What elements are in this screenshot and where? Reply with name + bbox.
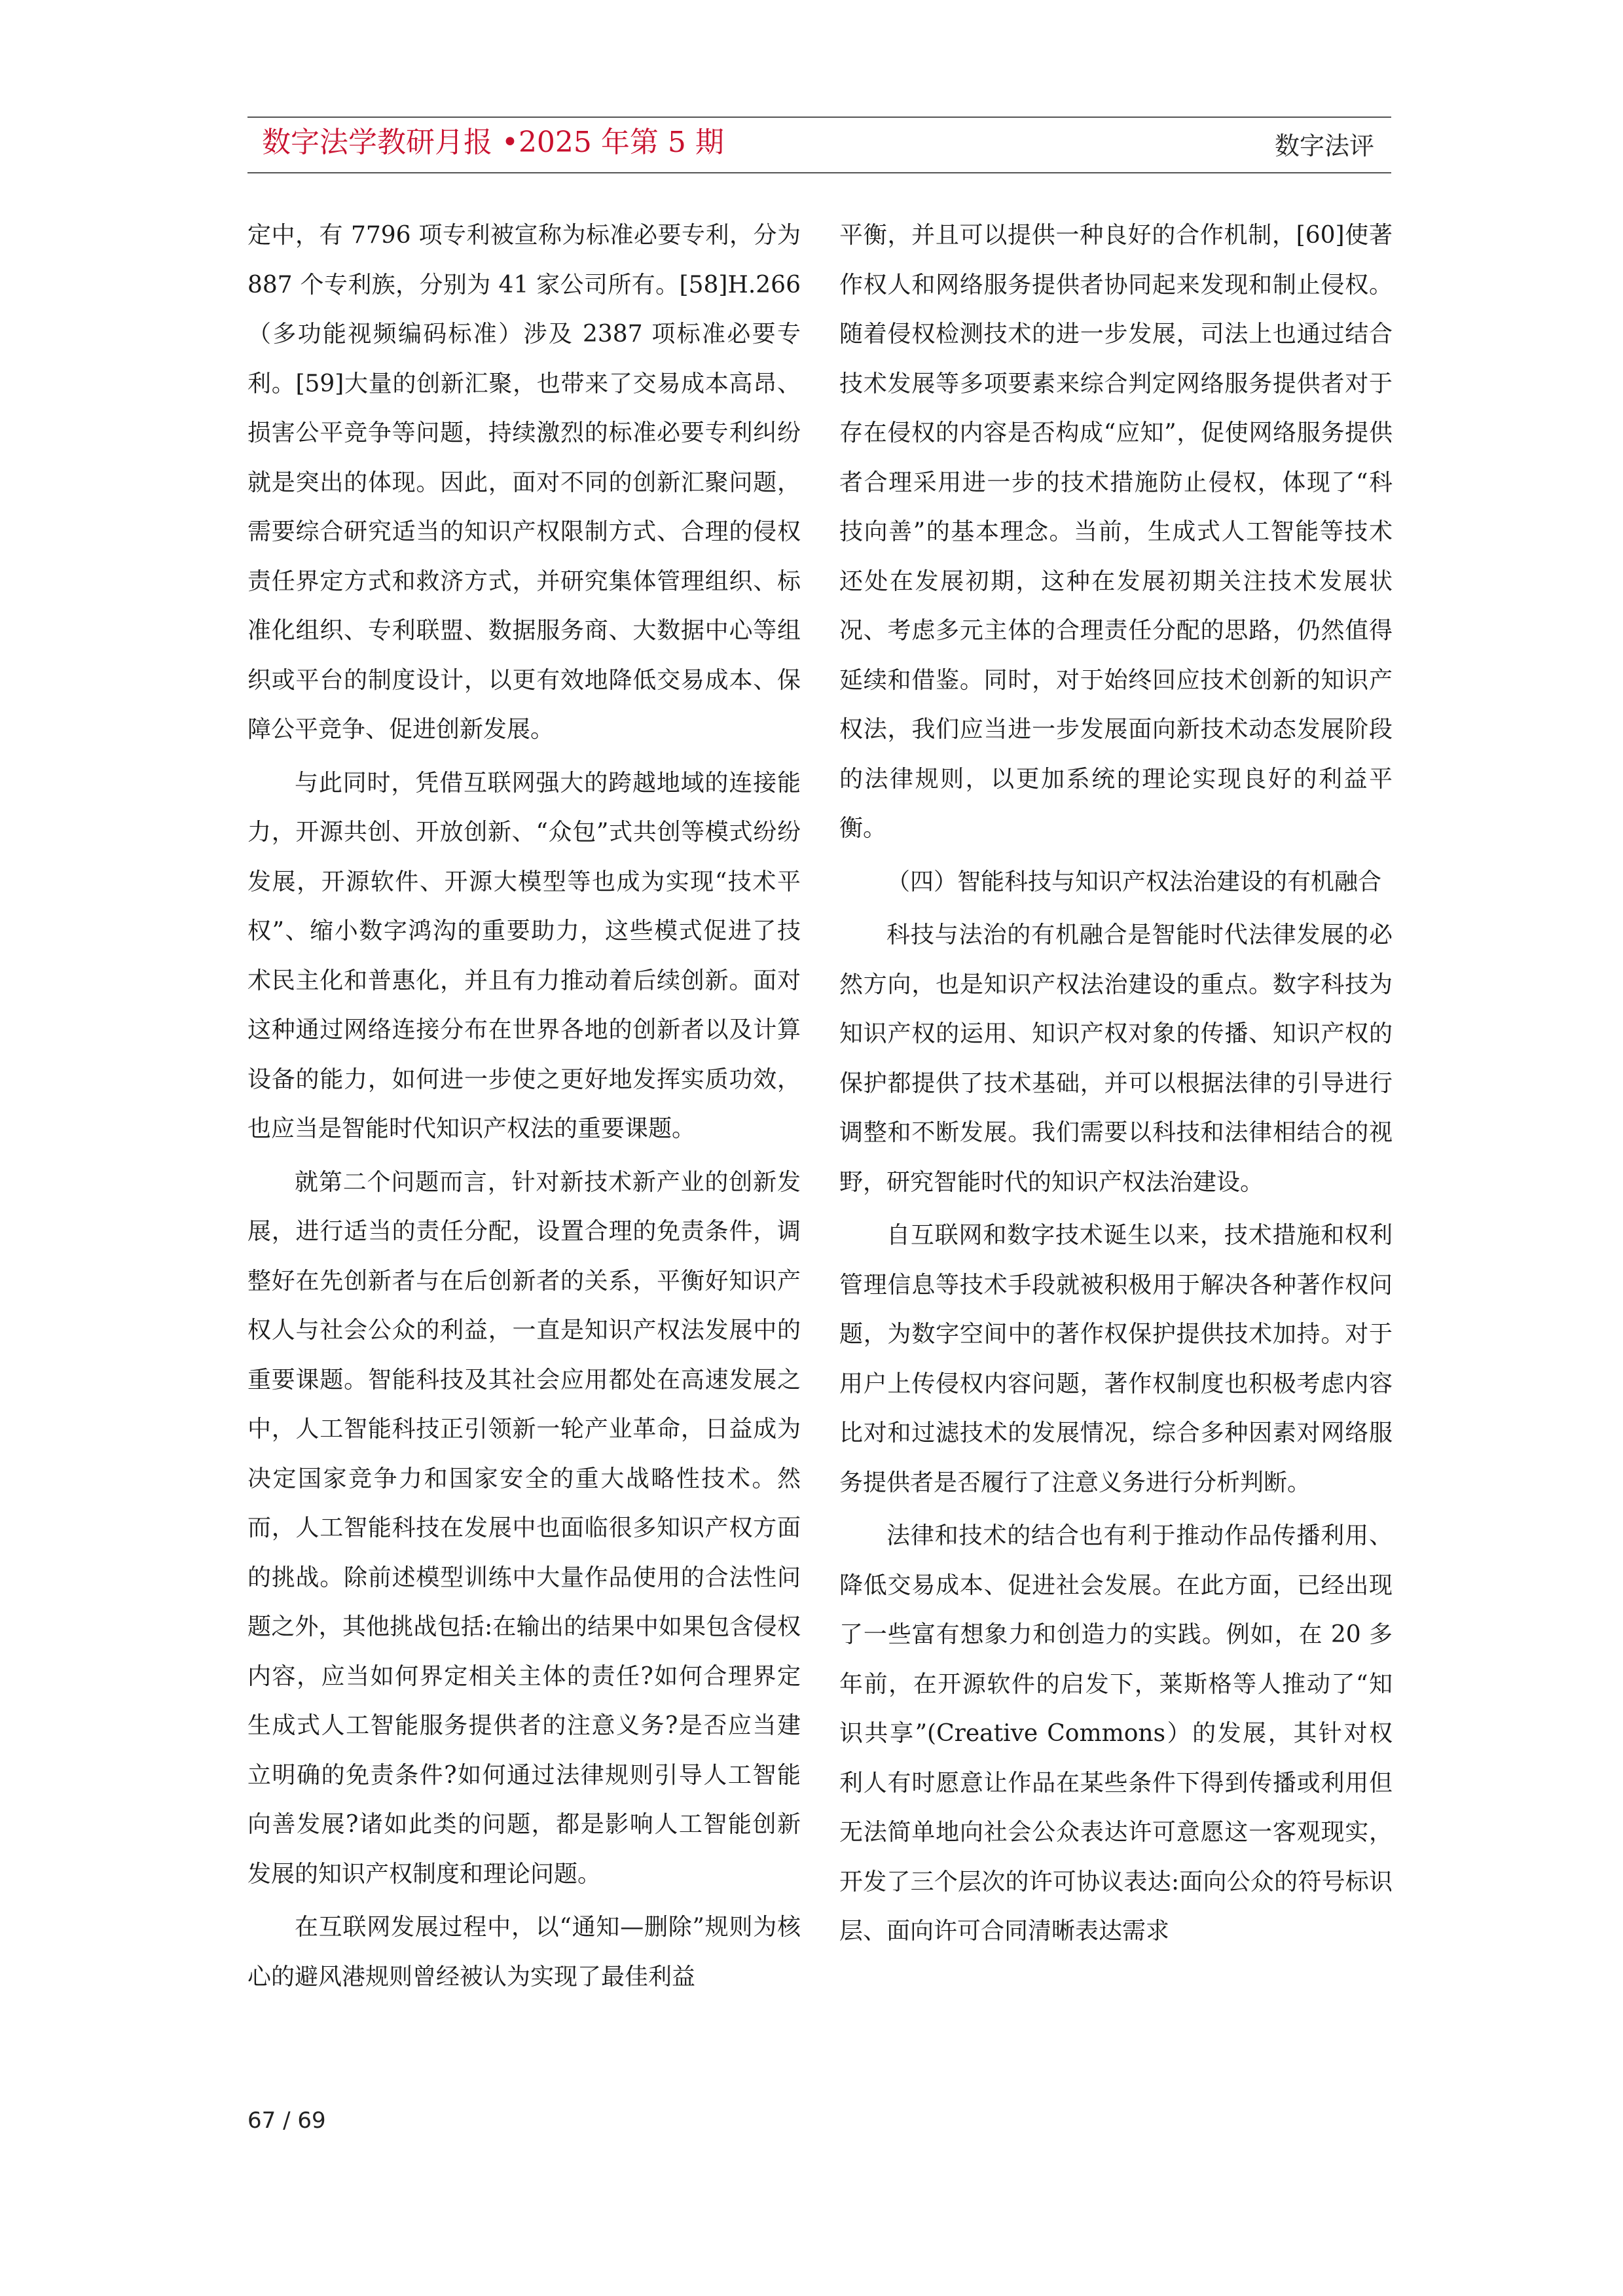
- right-paragraph-1: 平衡，并且可以提供一种良好的合作机制，[60]使著作权人和网络服务提供者协同起来发现和制止侵权。随着侵权检测技术的进一步发展，司法上也通过结合技术发展等多项要素来综合判定网络服务提供者对于存在侵权的内容是否构成“应知”，促使网络服务提供者合理采用进一步的技术措施防止侵权，体现了“科技向善”的基本理念。当前，生成式人工智能等技术还处在发展初期，这种在发展初期关注技术发展状况、考虑多元主体的合理责任分配的思路，仍然值得延续和借鉴。同时，对于始终回应技术创新的知识产权法，我们应当进一步发展面向新技术动态发展阶段的法律规则，以更加系统的理论实现良好的利益平衡。: [839, 222, 1393, 842]
- right-paragraph-4: 法律和技术的结合也有利于推动作品传播利用、降低交易成本、促进社会发展。在此方面，已经出现了一些富有想象力和创造力的实践。例如，在 20 多年前，在开源软件的启发下，莱斯格等人推动了“知识共享”(Creative Commons）的发展，其针对权利人有时愿意让作品在某些条件下得到传播或利用但无法简单地向社会公众表达许可意愿这一客观现实，开发了三个层次的许可协议表达:面向公众的符号标识层、面向许可合同清晰表达需求: [839, 1522, 1393, 1945]
- left-paragraph-1: 定中，有 7796 项专利被宣称为标准必要专利，分为 887 个专利族，分别为 41 家公司所有。[58]H.266（多功能视频编码标准）涉及 2387 项标准必要专利。[59]大量的创新汇聚，也带来了交易成本高昂、损害公平竞争等问题，持续激烈的标准必要专利纠纷就是突出的体现。因此，面对不同的创新汇聚问题，需要综合研究适当的知识产权限制方式、合理的侵权责任界定方式和救济方式，并研究集体管理组织、标准化组织、专利联盟、数据服务商、大数据中心等组织或平台的制度设计，以更有效地降低交易成本、保障公平竞争、促进创新发展。: [247, 222, 801, 743]
- section-heading: （四）智能科技与知识产权法治建设的有机融合: [886, 868, 1382, 895]
- header-bottom-rule: [247, 172, 1391, 173]
- left-paragraph-3: 就第二个问题而言，针对新技术新产业的创新发展，进行适当的责任分配，设置合理的免责条件，调整好在先创新者与在后创新者的关系，平衡好知识产权人与社会公众的利益，一直是知识产权法发展中的重要课题。智能科技及其社会应用都处在高速发展之中，人工智能科技正引领新一轮产业革命，日益成为决定国家竞争力和国家安全的重大战略性技术。然而，人工智能科技在发展中也面临很多知识产权方面的挑战。除前述模型训练中大量作品使用的合法性问题之外，其他挑战包括:在输出的结果中如果包含侵权内容，应当如何界定相关主体的责任?如何合理界定生成式人工智能服务提供者的注意义务?是否应当建立明确的免责条件?如何通过法律规则引导人工智能向善发展?诸如此类的问题，都是影响人工智能创新发展的知识产权制度和理论问题。: [247, 1168, 801, 1888]
- left-column: [247, 211, 801, 2001]
- left-paragraph-2: 与此同时，凭借互联网强大的跨越地域的连接能力，开源共创、开放创新、“众包”式共创等模式纷纷发展，开源软件、开源大模型等也成为实现“技术平权”、缩小数字鸿沟的重要助力，这些模式促进了技术民主化和普惠化，并且有力推动着后续创新。面对这种通过网络连接分布在世界各地的创新者以及计算设备的能力，如何进一步使之更好地发挥实质功效，也应当是智能时代知识产权法的重要课题。: [247, 769, 801, 1142]
- right-column: [839, 211, 1393, 1956]
- page-number: 67 / 69: [247, 2108, 326, 2134]
- right-paragraph-2: 科技与法治的有机融合是智能时代法律发展的必然方向，也是知识产权法治建设的重点。数字科技为知识产权的运用、知识产权对象的传播、知识产权的保护都提供了技术基础，并可以根据法律的引导进行调整和不断发展。我们需要以科技和法律相结合的视野，研究智能时代的知识产权法治建设。: [839, 922, 1393, 1196]
- section-label: 数字法评: [1274, 132, 1374, 160]
- header-top-rule: [247, 117, 1391, 118]
- right-paragraph-3: 自互联网和数字技术诞生以来，技术措施和权利管理信息等技术手段就被积极用于解决各种著作权问题，为数字空间中的著作权保护提供技术加持。对于用户上传侵权内容问题，著作权制度也积极考虑内容比对和过滤技术的发展情况，综合多种因素对网络服务提供者是否履行了注意义务进行分析判断。: [839, 1222, 1393, 1496]
- journal-title: 数字法学教研月报 •2025 年第 5 期: [262, 126, 724, 159]
- left-paragraph-4: 在互联网发展过程中，以“通知—删除”规则为核心的避风港规则曾经被认为实现了最佳利益: [247, 1914, 801, 1990]
